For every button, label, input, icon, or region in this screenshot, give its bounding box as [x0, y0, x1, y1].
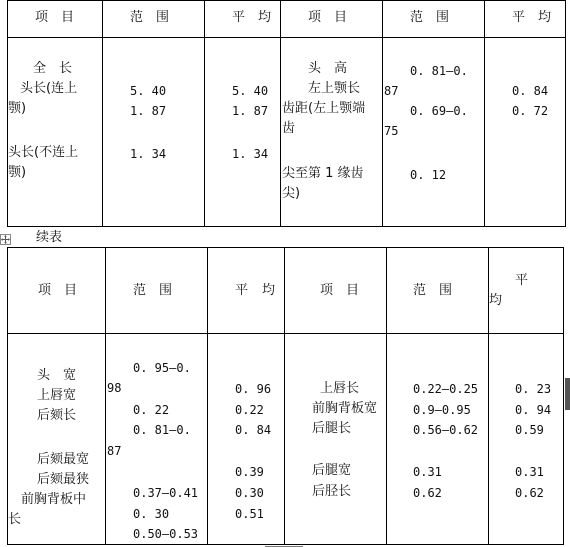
t2-average-value: 0. 96: [235, 382, 272, 396]
t1-average-value: 1. 87: [232, 104, 269, 118]
t1-header-average: 平 均: [232, 10, 272, 25]
t1-item-head-height: 头 高: [308, 61, 348, 76]
t2-item-postmentum-min-width: 后颏最狭: [37, 472, 90, 487]
t2-header-average-2a: 平: [515, 273, 529, 288]
t2-range-value: 0. 22: [133, 403, 170, 417]
t1-average-value: 1. 34: [232, 147, 269, 161]
t1-item-tooth-distance-b: 齿: [282, 121, 296, 136]
t1-item-total-length: 全 长: [33, 61, 73, 76]
t2-item-hind-tibia-length: 后胫长: [312, 484, 352, 499]
t2-header-range-2: 范 围: [413, 283, 453, 298]
t2-range-value: 0.50—0.53: [133, 527, 199, 541]
side-scroll-tab[interactable]: [565, 378, 570, 410]
t2-range-value: 0.56—0.62: [413, 423, 479, 437]
t1-range-value: 1. 34: [130, 147, 167, 161]
t1-item-head-length-without-label-a: 头长(不连上: [8, 145, 79, 160]
t1-range-value: 1. 87: [130, 104, 167, 118]
t2-range-value: 0.22—0.25: [413, 382, 479, 396]
t1-range-value: 0. 12: [410, 168, 447, 182]
t1-header-range: 范 围: [130, 10, 170, 25]
t1-average-value: 0. 84: [512, 84, 549, 98]
t2-average-value: 0.30: [235, 486, 264, 500]
t2-average-value: 0.31: [515, 465, 544, 479]
t2-header-range: 范 围: [133, 283, 173, 298]
t1-range-value: 0. 69—0.: [410, 104, 468, 118]
t2-item-pronotum-width: 前胸背板宽: [312, 401, 378, 416]
t2-average-value: 0. 84: [235, 423, 272, 437]
t1-average-value: 0. 72: [512, 104, 549, 118]
t2-item-hind-femur-length: 后腿长: [312, 421, 352, 436]
t2-range-value: 0. 30: [133, 507, 170, 521]
t1-header-item-2: 项 目: [308, 10, 348, 25]
t2-range-value: 98: [107, 381, 122, 395]
t2-range-value: 0. 81—0.: [133, 423, 191, 437]
t2-average-value: 0.22: [235, 403, 264, 417]
t2-average-value: 0. 94: [515, 403, 552, 417]
t1-range-value: 5. 40: [130, 84, 167, 98]
t2-header-item-2: 项 目: [320, 283, 360, 298]
t2-range-value: 0.37—0.41: [133, 486, 199, 500]
t1-item-head-length-without-label-b: 颚): [8, 165, 27, 180]
t2-range-value: 0. 95—0.: [133, 361, 191, 375]
t2-item-head-width: 头 宽: [37, 368, 77, 383]
t2-range-value: 87: [107, 444, 122, 458]
t1-header-average-2: 平 均: [512, 10, 552, 25]
t2-item-postmentum-length: 后颏长: [37, 408, 77, 423]
t2-item-postmentum-max-width: 后颏最宽: [37, 452, 90, 467]
t2-average-value: 0.59: [515, 423, 544, 437]
t1-item-head-length-with-label-b: 颚): [8, 101, 27, 116]
move-handle-icon[interactable]: [0, 234, 11, 245]
t2-item-labrum-length: 上唇长: [320, 381, 360, 396]
t2-item-hind-femur-width: 后腿宽: [312, 463, 352, 478]
t2-item-pronotum-mid-length-b: 长: [8, 512, 22, 527]
t2-range-value: 0.31: [413, 465, 442, 479]
t2-header-average-b: 均: [262, 283, 276, 298]
t2-range-value: 0.62: [413, 486, 442, 500]
t1-item-tooth-distance-a: 齿距(左上颚端: [282, 101, 366, 116]
t2-item-labrum-width: 上唇宽: [37, 388, 77, 403]
table-caption: 续表: [36, 230, 63, 245]
t2-average-value: 0.62: [515, 486, 544, 500]
t2-average-value: 0.39: [235, 465, 264, 479]
t2-header-item: 项 目: [38, 283, 78, 298]
t1-average-value: 5. 40: [232, 84, 269, 98]
t2-header-average-a: 平: [235, 283, 249, 298]
t1-item-tooth-distance-d: 尖): [282, 186, 301, 201]
t1-item-left-maxilla: 左上颚长: [308, 81, 361, 96]
t2-average-value: 0.51: [235, 507, 264, 521]
t1-range-value: 75: [384, 124, 399, 138]
t1-item-tooth-distance-c: 尖至第 1 缘齿: [282, 166, 364, 181]
t2-header-average-2b: 均: [489, 293, 503, 308]
t1-range-value: 0. 81—0.: [410, 64, 468, 78]
t1-item-head-length-with-label-a: 头长(连上: [20, 81, 78, 96]
t1-header-item: 项 目: [35, 10, 75, 25]
t1-range-value: 87: [384, 84, 399, 98]
t2-average-value: 0. 23: [515, 382, 552, 396]
t2-item-pronotum-mid-length-a: 前胸背板中: [21, 492, 87, 507]
t2-range-value: 0.9—0.95: [413, 403, 471, 417]
t1-header-range-2: 范 围: [410, 10, 450, 25]
